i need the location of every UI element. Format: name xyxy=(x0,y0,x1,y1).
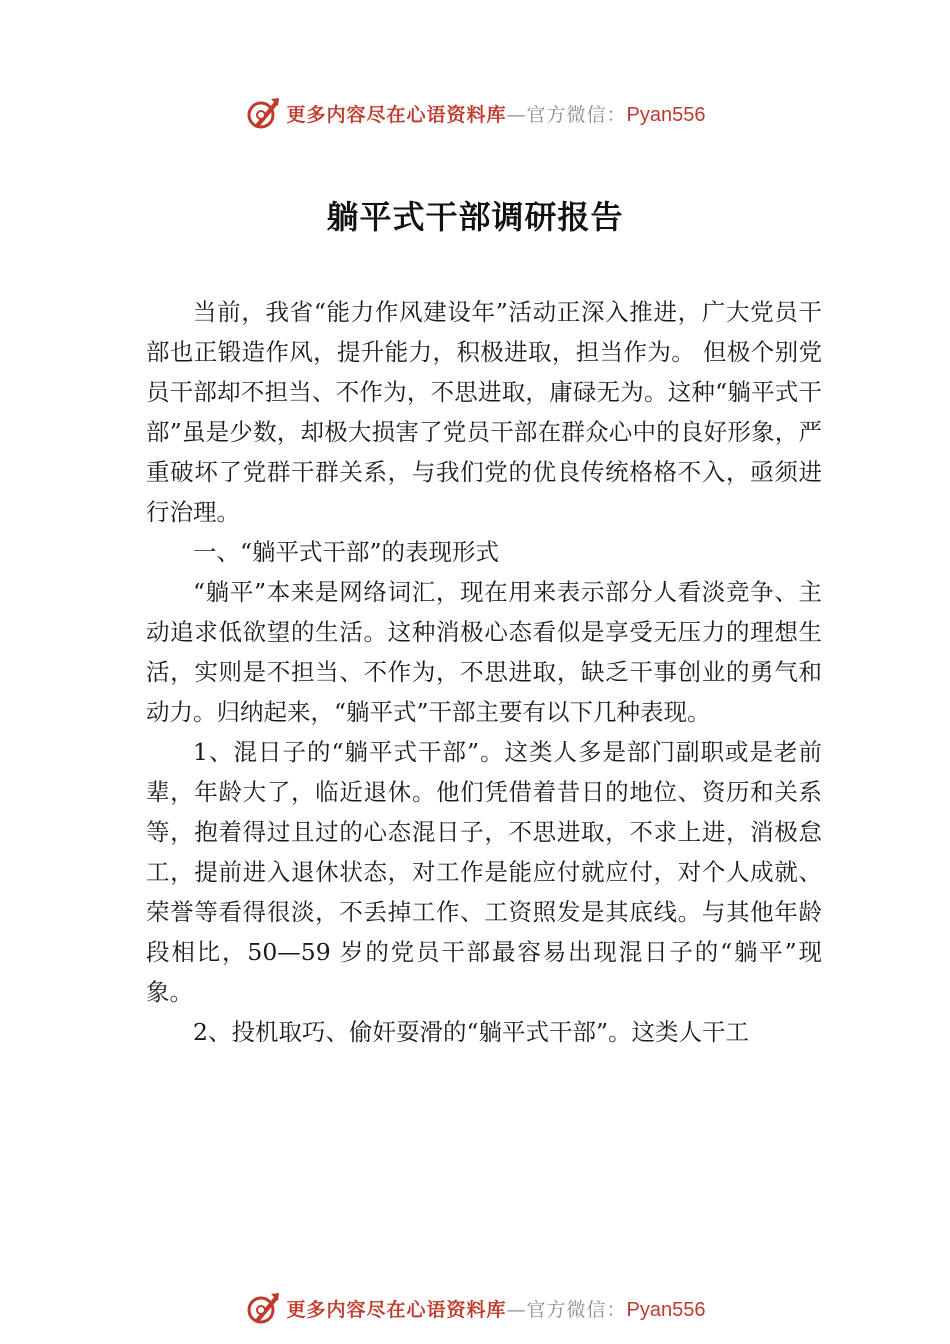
banner-brand-text: 更多内容尽在心语资料库 xyxy=(286,1298,507,1321)
body-paragraph-type-2: 2、投机取巧、偷奸耍滑的“躺平式干部”。这类人干工 xyxy=(193,1018,749,1046)
body-paragraph-type-1: 1、混日子的“躺平式干部”。这类人多是部门副职或是老前辈，年龄大了，临近退休。他们凭借着昔日的地位、资历和关系等，抱着得过且过的心态混日子，不思进取，不求上进，消极怠工，提前进入退休状态，对工作是能应付就应付，对个人成就、荣誉等看得很淡，不丢掉工作、工资照发是其底线。与其他年龄段相比，50—59 岁的党员干部最容易出现混日子的“躺平”现象。 xyxy=(146,738,822,1006)
document-title: 躺平式干部调研报告 xyxy=(326,198,624,236)
banner-wechat-id: Pyan556 xyxy=(626,103,706,126)
document-body xyxy=(146,292,822,1052)
footer-watermark-banner xyxy=(0,1288,950,1328)
quill-pen-logo-icon xyxy=(245,1290,281,1326)
header-watermark-banner xyxy=(0,93,950,133)
body-paragraph-intro: 当前，我省“能力作风建设年”活动正深入推进，广大党员干部也正锻造作风，提升能力，积极进取，担当作为。 但极个别党员干部却不担当、不作为，不思进取，庸碌无为。这种“躺平式干部”虽是少数，却极大损害了党员干部在群众心中的良好形象，严重破坏了党群干群关系，与我们党的优良传统格格不入，亟须进行治理。 xyxy=(146,298,822,526)
quill-pen-logo-icon xyxy=(245,95,281,131)
body-paragraph-definition: “躺平”本来是网络词汇，现在用来表示部分人看淡竞争、主动追求低欲望的生活。这种消极心态看似是享受无压力的理想生活，实则是不担当、不作为，不思进取，缺乏干事创业的勇气和动力。归纳起来，“躺平式”干部主要有以下几种表现。 xyxy=(146,578,822,726)
section-heading-one: 一、“躺平式干部”的表现形式 xyxy=(193,538,500,566)
banner-brand-text: 更多内容尽在心语资料库 xyxy=(286,103,507,126)
banner-separator-text: —官方微信： xyxy=(506,1298,627,1321)
banner-wechat-id: Pyan556 xyxy=(626,1298,706,1321)
banner-separator-text: —官方微信： xyxy=(506,103,627,126)
